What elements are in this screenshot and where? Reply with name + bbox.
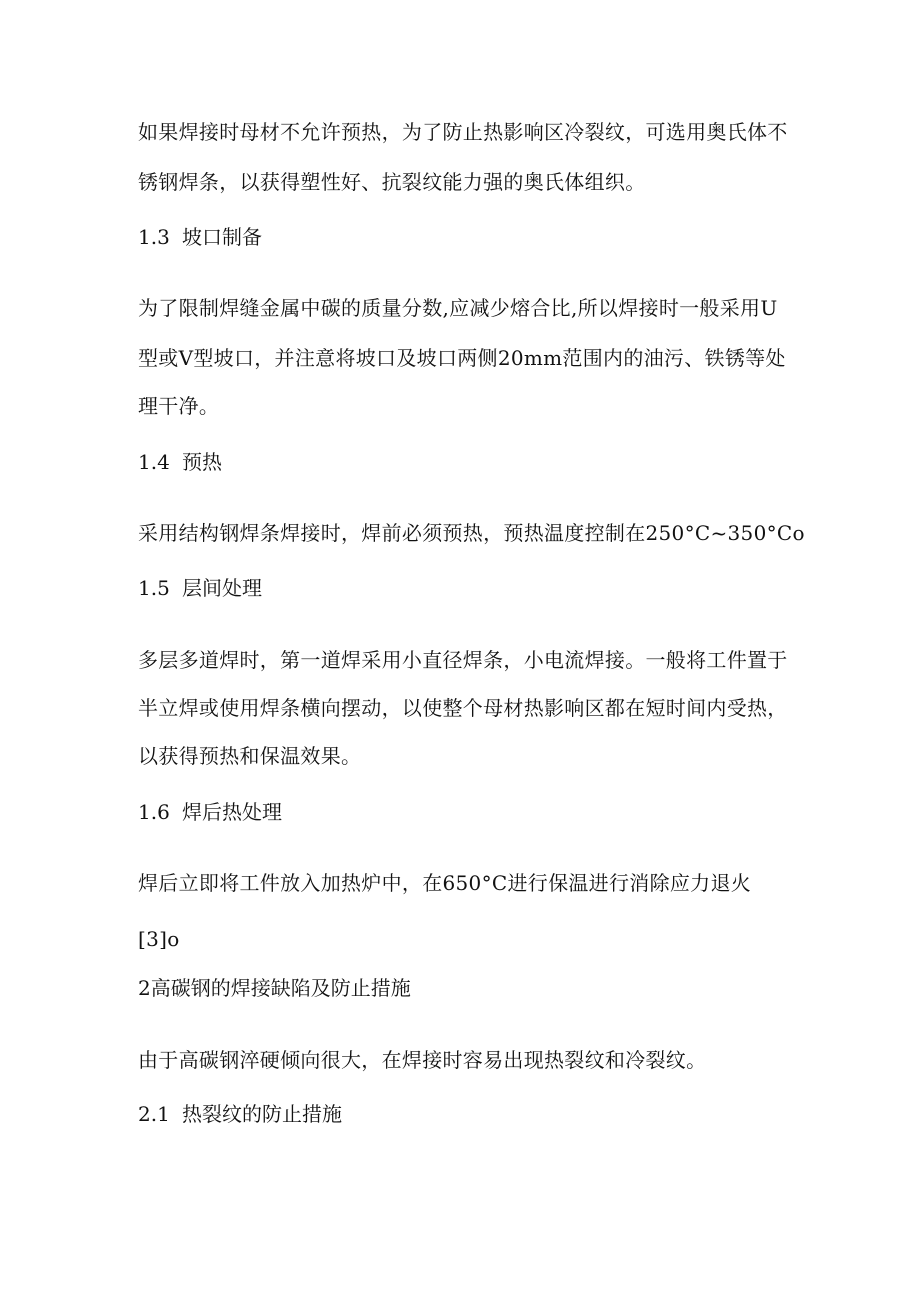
- section-title: 焊后热处理: [182, 800, 282, 824]
- paragraph-interpass-line-3: 以获得预热和保温效果。: [138, 744, 362, 768]
- paragraph-defects-line-1: 由于高碳钢淬硬倾向很大，在焊接时容易出现热裂纹和冷裂纹。: [138, 1048, 707, 1072]
- paragraph-interpass-line-2: 半立焊或使用焊条横向摆动，以使整个母材热影响区都在短时间内受热，: [138, 696, 788, 720]
- section-title: 坡口制备: [182, 225, 262, 249]
- paragraph-preheat-line-1: 采用结构钢焊条焊接时，焊前必须预热，预热温度控制在250°C~350°Co: [138, 521, 805, 545]
- paragraph-post-weld-line-1: 焊后立即将工件放入加热炉中，在650°C进行保温进行消除应力退火: [138, 871, 752, 895]
- section-number: 1.3: [138, 225, 170, 249]
- section-title: 层间处理: [182, 576, 262, 600]
- section-heading-2: 2高碳钢的焊接缺陷及防止措施: [138, 976, 411, 1000]
- paragraph-preheat-alternative-line-1: 如果焊接时母材不允许预热，为了防止热影响区冷裂纹，可选用奥氏体不: [138, 120, 788, 144]
- section-heading-1-5: [138, 574, 262, 602]
- section-title: 预热: [182, 450, 222, 474]
- section-number: 1.4: [138, 450, 170, 474]
- section-number: 2.1: [138, 1102, 170, 1126]
- section-heading-1-3: [138, 223, 262, 251]
- paragraph-preheat-alternative-line-2: 锈钢焊条，以获得塑性好、抗裂纹能力强的奥氏体组织。: [138, 170, 646, 194]
- paragraph-groove-line-1: 为了限制焊缝金属中碳的质量分数,应减少熔合比,所以焊接时一般采用U: [138, 296, 778, 320]
- section-number: 1.6: [138, 800, 170, 824]
- paragraph-interpass-line-1: 多层多道焊时，第一道焊采用小直径焊条，小电流焊接。一般将工件置于: [138, 648, 788, 672]
- paragraph-groove-line-3: 理干净。: [138, 394, 220, 418]
- paragraph-groove-line-2: 型或V型坡口，并注意将坡口及坡口两侧20mm范围内的油污、铁锈等处: [138, 346, 786, 370]
- section-number: 1.5: [138, 576, 170, 600]
- section-title: 热裂纹的防止措施: [182, 1102, 342, 1126]
- paragraph-post-weld-line-2: [3]o: [138, 927, 180, 951]
- section-heading-1-4: [138, 448, 222, 476]
- section-heading-1-6: [138, 798, 282, 826]
- section-heading-2-1: [138, 1100, 342, 1128]
